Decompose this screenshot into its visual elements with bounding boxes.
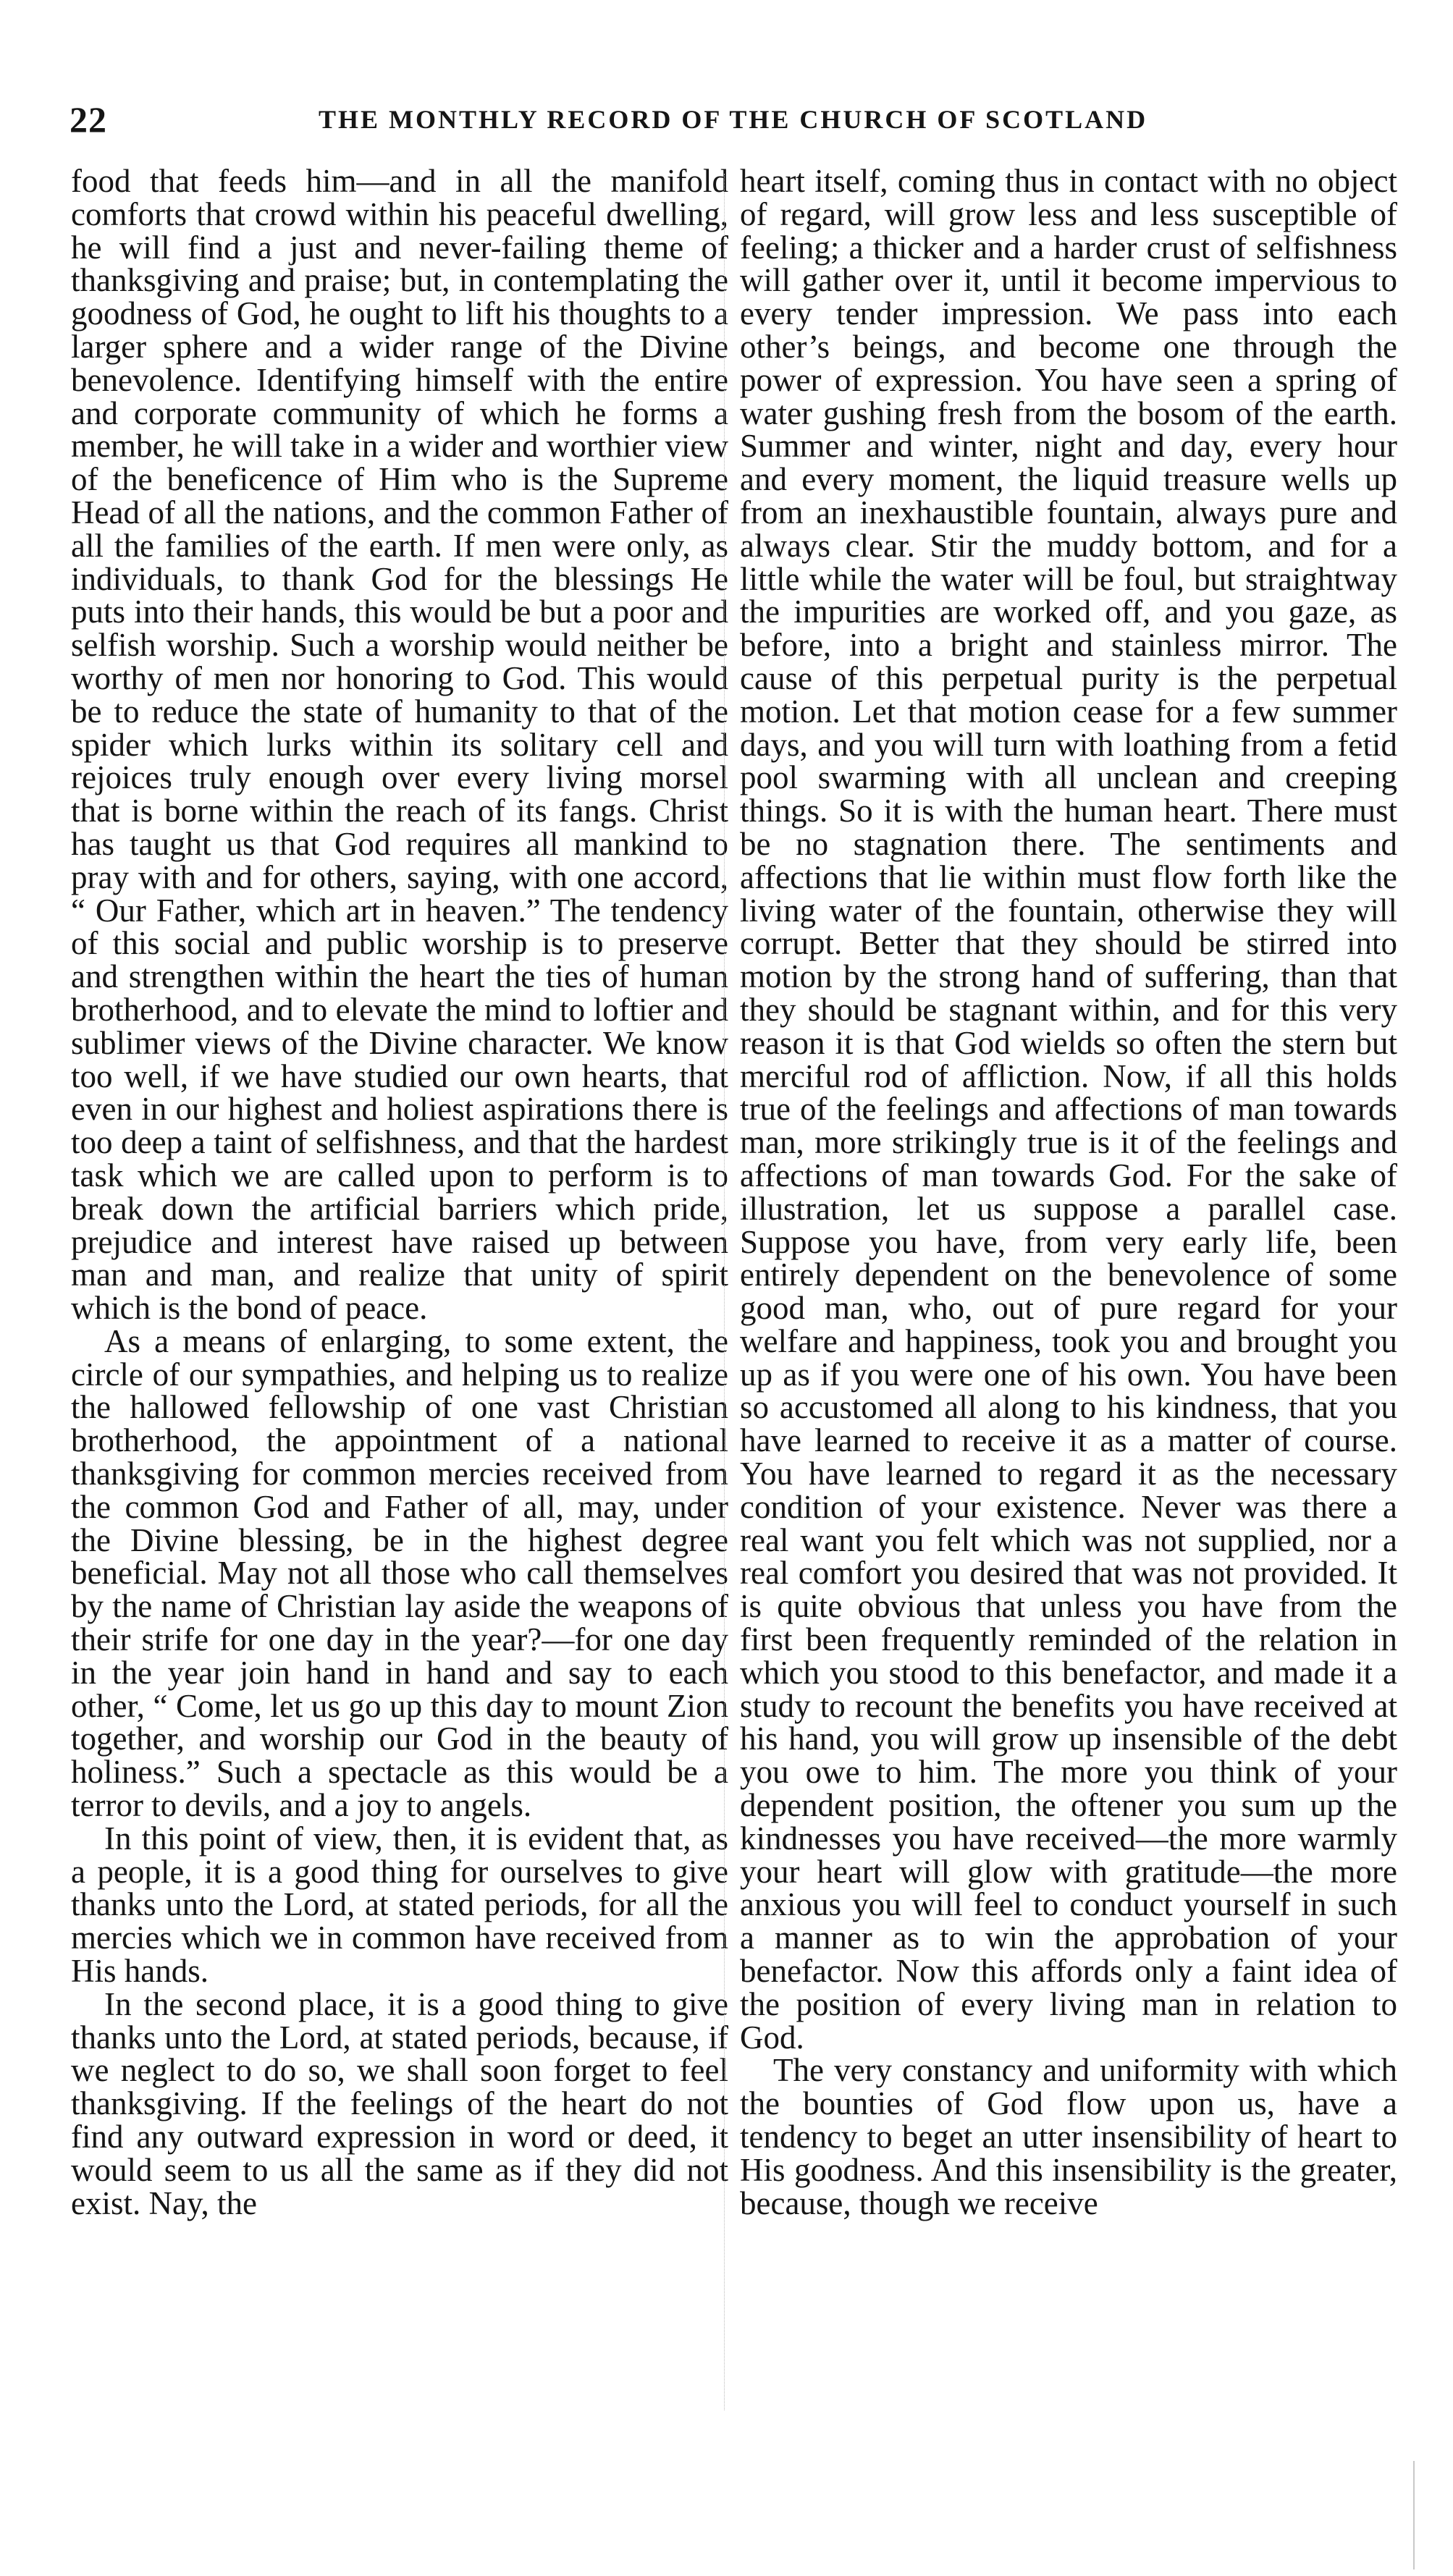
page-edge-mark [1413,2461,1415,2569]
paragraph: As a means of enlarging, to some extent, the circle of our sympathies, and helping us to realize the hallowed fellowship of one vast Christian brotherhood, the appointment of a national thanksgiving for common mercies received from the common God and Father of all, may, under the Divine blessing, be in the highest degree beneficial. May not all those who call themselves by the name of Christian lay aside the weapons of their strife for one day in the year?—for one day in the year join hand in hand and say to each other, “ Come, let us go up this day to mount Zion together, and worship our God in the beauty of holiness.” Such a spectacle as this would be a terror to devils, and a joy to angels. [71,1322,728,1824]
column-divider [724,174,725,2410]
page-number: 22 [70,99,107,140]
paragraph: food that feeds him—and in all the manifold comforts that crowd within his peaceful dwelling, he will find a just and never-failing theme of thanksgiving and praise; but, in contemplating the goodness of God, he ought to lift his thoughts to a larger sphere and a wider range of the Divine benevolence. Identifying himself with the entire and corporate community of which he forms a member, he will take in a wider and worthier view of the beneficence of Him who is the Supreme Head of all the nations, and the common Father of all the families of the earth. If men were only, as individuals, to thank God for the blessings He puts into their hands, this would be but a poor and selfish worship. Such a worship would neither be worthy of men nor honoring to God. This would be to reduce the state of humanity to that of the spider which lurks within its solitary cell and rejoices truly enough over every living morsel that is borne within the reach of its fangs. Christ has taught us that God requires all mankind to pray with and for others, saying, with one accord, “ Our Father, which art in heaven.” The tendency of this social and public worship is to preserve and strengthen within the heart the ties of human brotherhood, and to elevate the mind to loftier and sublimer views of the Divine character. We know too well, if we have studied our own hearts, that even in our highest and holiest aspirations there is too deep a taint of selfishness, and that the hardest task which we are called upon to perform is to break down the artificial barriers which pride, prejudice and interest have raised up between man and man, and realize that unity of spirit which is the bond of peace. [71,165,728,1327]
paragraph: In the second place, it is a good thing to give thanks unto the Lord, at stated periods, because, if we neglect to do so, we shall soon forget to feel thanksgiving. If the feelings of the heart do not find any outward expression in word or deed, it would seem to us all the same as if they did not exist. Nay, the [71,1985,728,2221]
paragraph: heart itself, coming thus in contact with no object of regard, will grow less and less susceptible of feeling; a thicker and a harder crust of selfishness will gather over it, until it become impervious to every tender impression. We pass into each other’s beings, and become one through the power of expression. You have seen a spring of water gushing fresh from the bosom of the earth. Summer and winter, night and day, every hour and every moment, the liquid treasure wells up from an inexhaustible fountain, always pure and always clear. Stir the muddy bottom, and for a little while the water will be foul, but straightway the impurities are worked off, and you gaze, as before, into a bright and stainless mirror. The cause of this perpetual purity is the perpetual motion. Let that motion cease for a few summer days, and you will turn with loathing from a fetid pool swarming with all unclean and creeping things. So it is with the human heart. There must be no stagnation there. The sentiments and affections that lie within must flow forth like the living water of the fountain, otherwise they will corrupt. Better that they should be stirred into motion by the strong hand of suffering, than that they should be stagnant within, and for this very reason it is that God wields so often the stern but merciful rod of affliction. Now, if all this holds true of the feelings and affections of man towards man, more strikingly true is it of the feelings and affections of man towards God. For the sake of illustration, let us suppose a parallel case. Suppose you have, from very early life, been entirely dependent on the benevolence of some good man, who, out of pure regard for your welfare and happiness, took you and brought you up as if you were one of his own. You have been so accustomed all along to his kindness, that you have learned to receive it as a matter of course. You have learned to regard it as the necessary condition of your existence. Never was there a real want you felt which was not supplied, nor a real comfort you desired that was not provided. It is quite obvious that unless you have from the first been frequently reminded of the relation in which you stood to this benefactor, and made it a study to recount the benefits you have received at his hand, you will grow up insensible of the debt you owe to him. The more you think of your dependent position, the oftener you sum up the kindnesses you have received—the more warmly your heart will glow with gratitude—the more anxious you will feel to conduct yourself in such a manner as to win the approbation of your benefactor. Now this affords only a faint idea of the position of every living man in relation to God. [740,165,1397,2056]
running-title: THE MONTHLY RECORD OF THE CHURCH OF SCOTLAND [319,105,1148,134]
paragraph: In this point of view, then, it is evident that, as a people, it is a good thing for ourselves to give thanks unto the Lord, at stated periods, for all the mercies which we in common have received from His hands. [71,1820,728,1990]
left-column [71,165,728,2416]
paragraph: The very constancy and uniformity with which the bounties of God flow upon us, have a tendency to beget an utter insensibility of heart to His goodness. And this insensibility is the greater, because, though we receive [740,2052,1397,2221]
right-column [740,165,1397,2416]
